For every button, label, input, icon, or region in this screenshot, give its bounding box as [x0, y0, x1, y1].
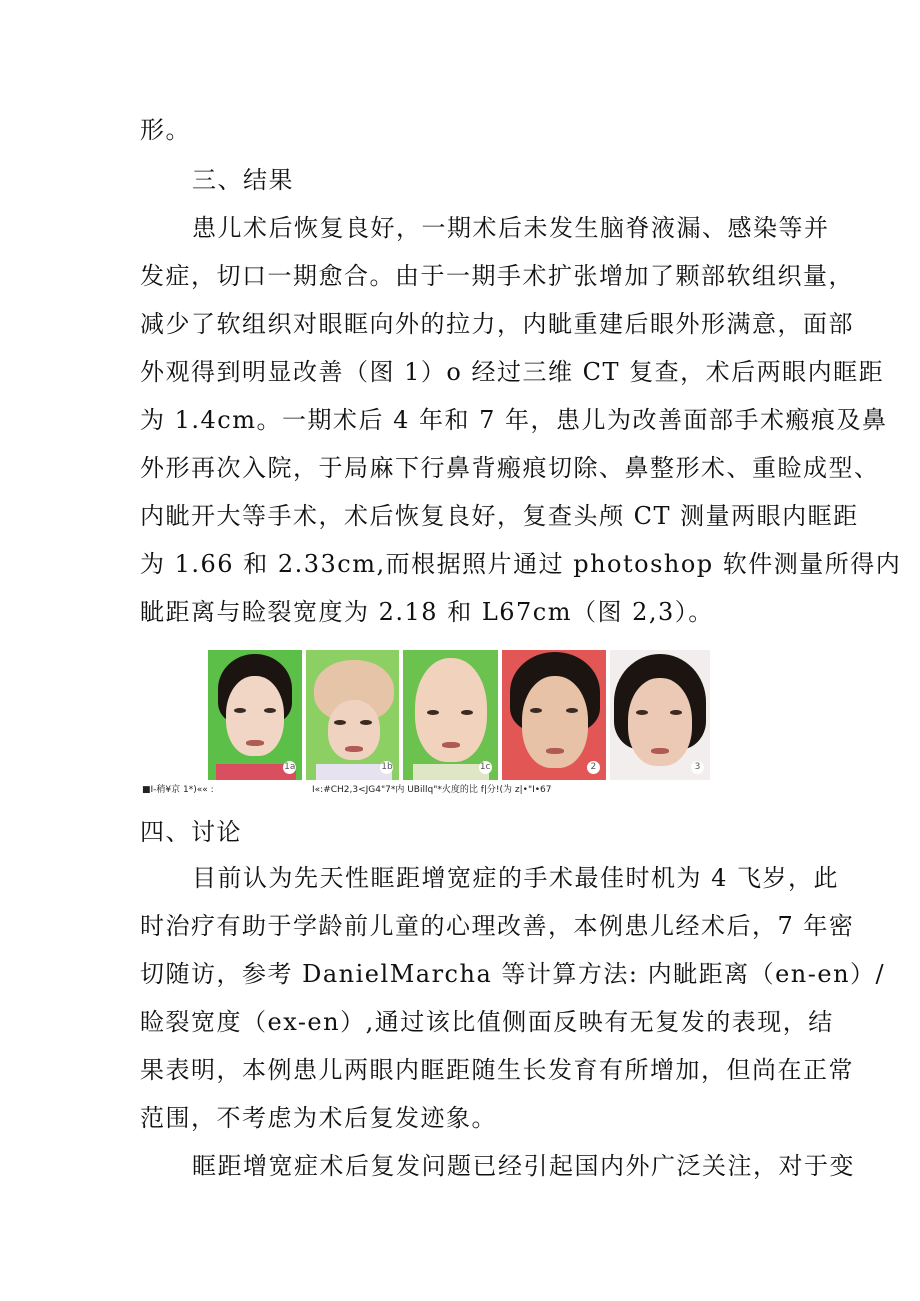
text-line: 外形再次入院，于局麻下行鼻背瘢痕切除、鼻整形术、重睑成型、 [140, 454, 880, 482]
figure-badge: 1a [284, 762, 296, 772]
paragraph-fragment: 形。 [140, 116, 191, 144]
figure-badge: 2 [587, 761, 600, 774]
figure-photo-strip [208, 650, 710, 780]
figure-badge: 1b [381, 762, 393, 772]
patient-photo-1a [208, 650, 302, 780]
text-line: 时治疗有助于学龄前儿童的心理改善，本例患儿经术后，7 年密 [140, 912, 855, 940]
figure-caption-left: ■I-稍¥京 1*)«« : [142, 785, 214, 795]
text-line: 患儿术后恢复良好，一期术后未发生脑脊液漏、感染等并 [192, 214, 830, 242]
text-line: 眦距离与睑裂宽度为 2.18 和 L67cm（图 2,3）。 [140, 598, 714, 626]
figure-caption-right: I«:#CH2,3<JG4"7*内 UBillq"*火度的比 f|分!(为 z|•"I•67 [312, 785, 552, 795]
figure-badge: 1c [479, 762, 491, 772]
patient-photo-2 [502, 650, 606, 780]
text-line: 范围，不考虑为术后复发迹象。 [140, 1104, 497, 1132]
text-line: 内眦开大等手术，术后恢复良好，复查头颅 CT 测量两眼内眶距 [140, 502, 859, 530]
patient-photo-1c [403, 650, 497, 780]
text-line: 切随访，参考 DanielMarcha 等计算方法: 内眦距离（en-en）/ [140, 960, 886, 988]
patient-photo-3 [610, 650, 710, 780]
section-heading-discussion: 四、讨论 [140, 818, 242, 846]
text-line: 减少了软组织对眼眶向外的拉力，内眦重建后眼外形满意，面部 [140, 310, 854, 338]
text-line: 眶距增宽症术后复发问题已经引起国内外广泛关注，对于变 [192, 1152, 855, 1180]
patient-photo-1b [306, 650, 399, 780]
text-line: 睑裂宽度（ex-en）,通过该比值侧面反映有无复发的表现，结 [140, 1008, 834, 1036]
text-line: 为 1.66 和 2.33cm,而根据照片通过 photoshop 软件测量所得内 [140, 550, 902, 578]
figure-badge: 3 [691, 761, 704, 774]
text-line: 为 1.4cm。一期术后 4 年和 7 年，患儿为改善面部手术瘢痕及鼻 [140, 406, 888, 434]
text-line: 目前认为先天性眶距增宽症的手术最佳时机为 4 飞岁，此 [192, 864, 840, 892]
text-line: 发症，切口一期愈合。由于一期手术扩张增加了颗部软组织量， [140, 262, 854, 290]
section-heading-results: 三、结果 [192, 166, 294, 194]
text-line: 果表明，本例患儿两眼内眶距随生长发育有所增加，但尚在正常 [140, 1056, 854, 1084]
text-line: 外观得到明显改善（图 1）o 经过三维 CT 复查，术后两眼内眶距 [140, 358, 885, 386]
